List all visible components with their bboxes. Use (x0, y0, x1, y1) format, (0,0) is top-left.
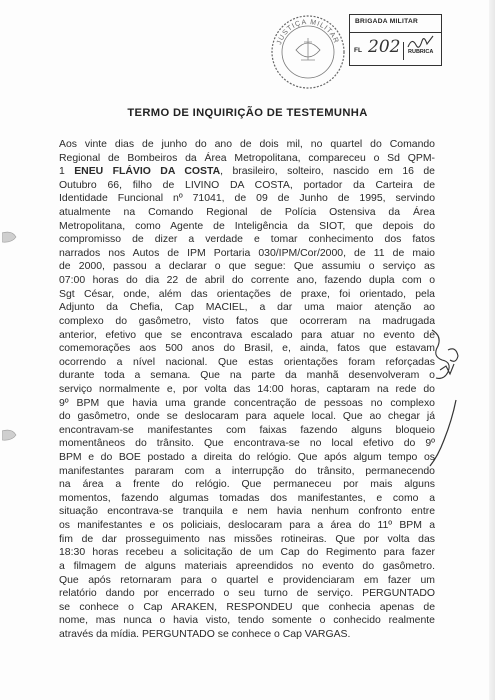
text-line: narrados nos Autos de IPM Portaria 030/IPM/Cor/2000, de 11 de maio (59, 247, 435, 259)
text-line: 07:00 horas do dia 22 de abril do corrente ano, fazendo dupla com o (59, 275, 435, 287)
text-fragment: 1 (59, 166, 75, 178)
text-line: serviço normalmente e, por volta das 14:00 horas, captaram na rede do (59, 383, 435, 395)
text-line: compromisso de dizer a verdade e tomar conhecimento dos fatos (59, 234, 435, 246)
text-line: Sgt César, onde, além das orientações de praxe, foi orientado, pela (59, 288, 435, 300)
text-line: encontravam-se manifestantes com faixas fazendo alguns bloqueio (59, 424, 435, 436)
text-line: nome, mas nunca o havia visto, tendo somente o conhecido realmente (59, 615, 435, 627)
margin-signature-icon (418, 320, 468, 480)
stamp-page-number: 202 (368, 37, 401, 57)
text-line: momentâneos do trânsito. Que encontrava-se no local efetivo do 9º (59, 438, 435, 450)
text-line: manifestantes pararam com a interrupção do trânsito, permanecendo (59, 465, 435, 477)
text-line: na área a frente do relógio. Que permaneceu por mais alguns (59, 479, 435, 491)
text-line: a filmagem de alguns materiais apreendidos no evento do gasômetro. (59, 560, 435, 572)
text-line: momentos, fazendo algumas tomadas dos manifestantes, e como a (59, 492, 435, 504)
text-line: os manifestantes e os policiais, deslocaram para a área do 11º BPM a (59, 520, 435, 532)
stamp-rubrica-label: RUBRICA (408, 49, 434, 55)
text-line: atualmente na Comando Regional de Polícia Ostensiva da Área (59, 207, 435, 219)
text-line: Adjunto da Chefia, Cap MACIEL, a dar uma maior atenção ao (59, 302, 435, 314)
document-title: TERMO DE INQUIRIÇÃO DE TESTEMUNHA (127, 107, 368, 119)
text-line: se conhece o Cap ARAKEN, RESPONDEU que conhecia apenas de (59, 601, 435, 613)
text-line: Identidade Funcional nº 71041, de 09 de Junho de 1995, servindo (59, 193, 435, 205)
text-line: Metropolitana, como Agente de Inteligência da SIOT, que depois do (59, 220, 435, 232)
punch-hole-icon (2, 428, 18, 442)
text-line: Regional de Bombeiros da Área Metropolitana, compareceu o Sd QPM- (59, 152, 435, 164)
text-line: complexo do gasômetro, visto fatos que ocorreram na madrugada (59, 315, 435, 327)
text-line: situação encontrava-se tranquila e nem havia nenhum confronto entre (59, 506, 435, 518)
stamp-fl-label: FL (354, 47, 363, 54)
text-line: de 2000, passou a declarar o que segue: Que assumiu o serviço as (59, 261, 435, 273)
text-line: fim de dar prosseguimento nas missões rotineiras. Que por volta das (59, 533, 435, 545)
testimony-text (59, 138, 435, 642)
text-line: 18:30 horas recebeu a solicitação de um Cap do Regimento para fazer (59, 547, 435, 559)
text-line: anterior, efetivo que se encontrava escalado para atuar no evento de (59, 329, 435, 341)
witness-name: ENEU FLÁVIO DA COSTA (74, 166, 221, 178)
text-line: durante toda a semana. Que na parte da manhã desenvolveram o (59, 370, 435, 382)
official-seal-icon (268, 12, 348, 92)
text-line (59, 165, 435, 179)
text-line: 9º BPM que havia uma grande concentração de pessoas no complexo (59, 397, 435, 409)
text-line: ocorrendo a nível nacional. Que estas orientações foram reforçadas (59, 356, 435, 368)
stamp-org: BRIGADA MILITAR (350, 15, 441, 33)
punch-hole-icon (2, 230, 18, 244)
text-fragment: , brasileiro, solteiro, nascido em 16 de (220, 166, 435, 178)
text-line: comemorações aos 500 anos do Brasil, e, ainda, fatos que estavam (59, 343, 435, 355)
folio-stamp (349, 14, 442, 66)
text-line: Outubro 66, filho de LIVINO DA COSTA, portador da Carteira de (59, 179, 435, 191)
seal-text: JUSTIÇA MILITAR (276, 18, 340, 46)
text-line: Aos vinte dias de junho do ano de dois mil, no quartel do Comando (59, 139, 435, 150)
text-line: BPM e do BOE postado a direita do relógio. Que após algum tempo os (59, 452, 435, 464)
text-line: relatório dando por encerrado o seu turno de serviço. PERGUNTADO (59, 588, 435, 600)
text-line: Que após retornaram para o quartel e providenciaram em fazer um (59, 574, 435, 586)
text-line: do gasômetro, onde se deslocaram para aquele local. Que ao chegar já (59, 411, 435, 423)
stamp-divider (403, 42, 404, 60)
text-line: através da mídia. PERGUNTADO se conhece o Cap VARGAS. (59, 628, 351, 640)
